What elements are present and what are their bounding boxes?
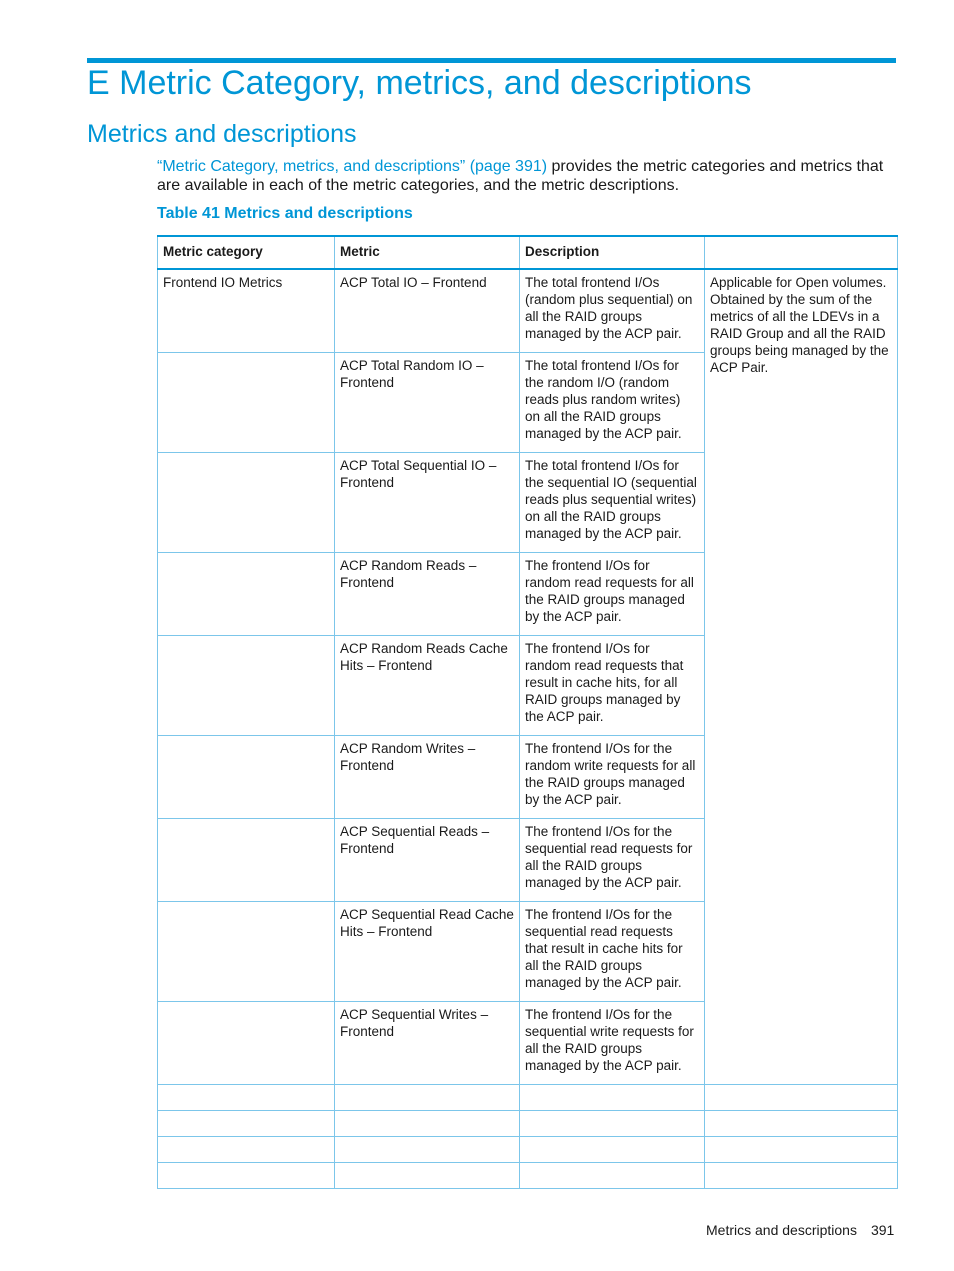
description-cell: The frontend I/Os for random read requests for all the RAID groups managed by the ACP pair. — [520, 553, 705, 636]
empty-cell — [520, 1111, 705, 1137]
category-cell — [158, 1002, 335, 1085]
description-cell: The frontend I/Os for random read requests that result in cache hits, for all RAID groups managed by the ACP pair. — [520, 636, 705, 736]
category-cell — [158, 553, 335, 636]
category-cell — [158, 636, 335, 736]
description-cell: The total frontend I/Os for the random I/O (random reads plus random writes) on all the RAID groups managed by the ACP pair. — [520, 353, 705, 453]
metric-cell: ACP Total Random IO – Frontend — [335, 353, 520, 453]
empty-table-row — [158, 1085, 898, 1111]
description-cell: The frontend I/Os for the sequential read requests that result in cache hits for all the RAID groups managed by the ACP pair. — [520, 902, 705, 1002]
empty-cell — [158, 1137, 335, 1163]
category-cell: Frontend IO Metrics — [158, 269, 335, 353]
section-title: Metrics and descriptions — [87, 120, 357, 148]
metric-cell: ACP Sequential Writes – Frontend — [335, 1002, 520, 1085]
description-cell: The frontend I/Os for the random write requests for all the RAID groups managed by the ACP pair. — [520, 736, 705, 819]
header-description: Description — [520, 236, 705, 269]
table-cross-reference-link[interactable]: “Metric Category, metrics, and descriptions” (page 391) — [157, 158, 548, 175]
empty-cell — [520, 1137, 705, 1163]
metric-cell: ACP Random Writes – Frontend — [335, 736, 520, 819]
chapter-title: E Metric Category, metrics, and descriptions — [87, 64, 752, 102]
metric-cell: ACP Random Reads Cache Hits – Frontend — [335, 636, 520, 736]
page-footer — [706, 1222, 894, 1238]
empty-cell — [158, 1085, 335, 1111]
metric-cell: ACP Total IO – Frontend — [335, 269, 520, 353]
header-notes — [705, 236, 898, 269]
empty-cell — [335, 1085, 520, 1111]
page-number: 391 — [870, 1222, 895, 1238]
metric-cell: ACP Sequential Read Cache Hits – Frontend — [335, 902, 520, 1002]
table-header-row — [158, 236, 898, 269]
description-cell: The total frontend I/Os for the sequential IO (sequential reads plus sequential writes) on all the RAID groups managed by the ACP pair. — [520, 453, 705, 553]
table-row — [158, 269, 898, 353]
category-cell — [158, 453, 335, 553]
empty-cell — [705, 1111, 898, 1137]
metric-cell: ACP Random Reads – Frontend — [335, 553, 520, 636]
empty-cell — [335, 1163, 520, 1189]
empty-cell — [158, 1111, 335, 1137]
intro-text: provides the metric categories and metrics that are available in each of the metric categories, and the metric descriptions. — [157, 158, 884, 194]
empty-cell — [705, 1137, 898, 1163]
empty-cell — [520, 1163, 705, 1189]
empty-cell — [705, 1163, 898, 1189]
empty-cell — [520, 1085, 705, 1111]
empty-cell — [335, 1137, 520, 1163]
description-cell: The frontend I/Os for the sequential read requests for all the RAID groups managed by the ACP pair. — [520, 819, 705, 902]
empty-cell — [335, 1111, 520, 1137]
notes-cell: Applicable for Open volumes. Obtained by the sum of the metrics of all the LDEVs in a RAID Group and all the RAID groups being managed by the ACP Pair. — [705, 269, 898, 1085]
empty-cell — [158, 1163, 335, 1189]
header-metric-category: Metric category — [158, 236, 335, 269]
metric-cell: ACP Sequential Reads – Frontend — [335, 819, 520, 902]
footer-section-title: Metrics and descriptions — [706, 1222, 857, 1238]
intro-paragraph — [157, 157, 902, 195]
description-cell: The total frontend I/Os (random plus sequential) on all the RAID groups managed by the ACP pair. — [520, 269, 705, 353]
description-cell: The frontend I/Os for the sequential write requests for all the RAID groups managed by the ACP pair. — [520, 1002, 705, 1085]
empty-table-row — [158, 1111, 898, 1137]
category-cell — [158, 819, 335, 902]
table-caption: Table 41 Metrics and descriptions — [157, 205, 413, 222]
metric-cell: ACP Total Sequential IO – Frontend — [335, 453, 520, 553]
empty-table-row — [158, 1163, 898, 1189]
category-cell — [158, 736, 335, 819]
category-cell — [158, 353, 335, 453]
chapter-rule — [87, 58, 896, 63]
metrics-table — [157, 235, 898, 1189]
header-metric: Metric — [335, 236, 520, 269]
category-cell — [158, 902, 335, 1002]
empty-table-row — [158, 1137, 898, 1163]
empty-cell — [705, 1085, 898, 1111]
